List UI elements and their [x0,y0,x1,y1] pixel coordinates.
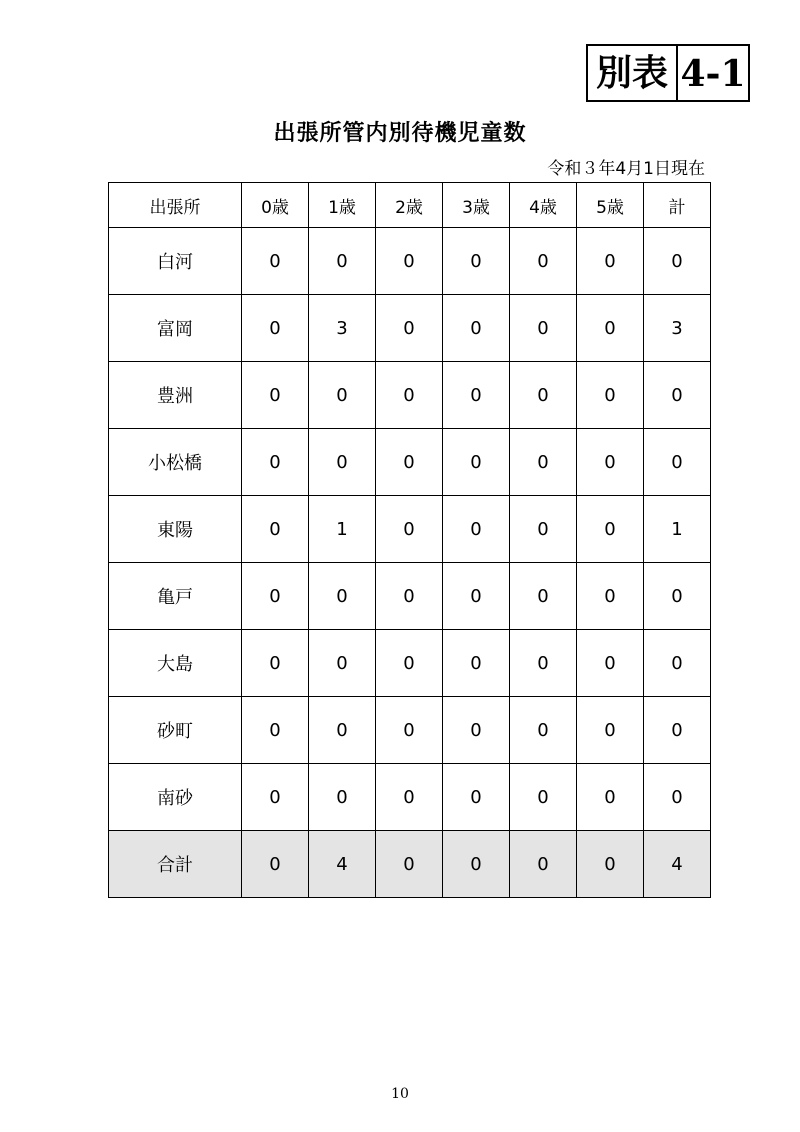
table-cell: 0 [376,563,443,630]
waiting-children-table [108,182,711,898]
table-cell: 0 [376,630,443,697]
header-age-3: 3歳 [443,183,510,228]
table-cell: 0 [510,496,577,563]
table-cell: 0 [309,764,376,831]
header-age-5: 5歳 [577,183,644,228]
as-of-date: 令和３年4月1日現在 [547,159,705,179]
table-cell: 0 [242,496,309,563]
total-row [109,831,711,898]
table-cell: 0 [577,429,644,496]
table-cell: 0 [644,362,711,429]
table-cell: 0 [644,429,711,496]
table-cell: 0 [644,228,711,295]
branch-name: 白河 [109,228,242,295]
table-row [109,228,711,295]
header-total: 計 [644,183,711,228]
branch-name: 砂町 [109,697,242,764]
table-cell: 0 [242,697,309,764]
badge-number: 4-1 [680,53,746,95]
table-cell: 0 [376,496,443,563]
table-cell: 0 [510,563,577,630]
table-cell: 0 [443,496,510,563]
table-cell: 0 [577,228,644,295]
table-row [109,630,711,697]
branch-name: 東陽 [109,496,242,563]
table-cell: 0 [577,563,644,630]
table-cell: 0 [242,362,309,429]
header-age-2: 2歳 [376,183,443,228]
table-cell: 0 [644,764,711,831]
total-cell: 4 [309,831,376,898]
table-cell: 0 [376,429,443,496]
table-cell: 0 [577,362,644,429]
table-cell: 0 [510,362,577,429]
table-cell: 0 [376,295,443,362]
table-cell: 0 [443,630,510,697]
table-row [109,764,711,831]
table-cell: 0 [644,563,711,630]
total-cell: 0 [242,831,309,898]
total-cell: 0 [443,831,510,898]
table-cell: 0 [443,764,510,831]
total-cell: 4 [644,831,711,898]
table-cell: 0 [242,764,309,831]
table-cell: 0 [577,764,644,831]
table-cell: 0 [376,228,443,295]
branch-name: 亀戸 [109,563,242,630]
header-branch: 出張所 [109,183,242,228]
table-row [109,496,711,563]
table-cell: 0 [510,295,577,362]
total-cell: 0 [510,831,577,898]
table-cell: 0 [577,630,644,697]
header-age-1: 1歳 [309,183,376,228]
table-cell: 0 [376,764,443,831]
table-cell: 3 [309,295,376,362]
table-cell: 0 [309,362,376,429]
table-cell: 0 [242,295,309,362]
table-cell: 0 [443,563,510,630]
table-row [109,697,711,764]
table-cell: 0 [443,362,510,429]
branch-name: 小松橋 [109,429,242,496]
badge-label: 別表 [588,46,678,100]
table-cell: 0 [242,429,309,496]
total-cell: 0 [376,831,443,898]
table-cell: 3 [644,295,711,362]
table-cell: 0 [510,764,577,831]
table-cell: 0 [242,563,309,630]
table-cell: 0 [242,630,309,697]
table-cell: 0 [510,228,577,295]
table-cell: 0 [644,630,711,697]
table-cell: 0 [443,697,510,764]
table-cell: 1 [644,496,711,563]
table-row [109,362,711,429]
table-cell: 0 [443,228,510,295]
table-cell: 0 [577,295,644,362]
total-label: 合計 [109,831,242,898]
table-cell: 0 [376,697,443,764]
branch-name: 南砂 [109,764,242,831]
table-cell: 0 [309,697,376,764]
table-cell: 0 [309,630,376,697]
branch-name: 富岡 [109,295,242,362]
table-header-row [109,183,711,228]
table-cell: 0 [309,429,376,496]
table-row [109,429,711,496]
table-row [109,295,711,362]
table-cell: 0 [242,228,309,295]
appendix-badge [586,44,750,102]
table-cell: 0 [577,496,644,563]
table-cell: 0 [443,429,510,496]
branch-name: 大島 [109,630,242,697]
table-cell: 0 [577,697,644,764]
total-cell: 0 [577,831,644,898]
header-age-0: 0歳 [242,183,309,228]
table-row [109,563,711,630]
table-cell: 0 [510,697,577,764]
page-number: 10 [391,1086,409,1102]
table-cell: 0 [443,295,510,362]
branch-name: 豊洲 [109,362,242,429]
table-cell: 0 [644,697,711,764]
table-cell: 1 [309,496,376,563]
header-age-4: 4歳 [510,183,577,228]
table-cell: 0 [376,362,443,429]
table-cell: 0 [309,563,376,630]
table-cell: 0 [510,429,577,496]
table-cell: 0 [309,228,376,295]
table-cell: 0 [510,630,577,697]
page-title: 出張所管内別待機児童数 [273,121,527,146]
